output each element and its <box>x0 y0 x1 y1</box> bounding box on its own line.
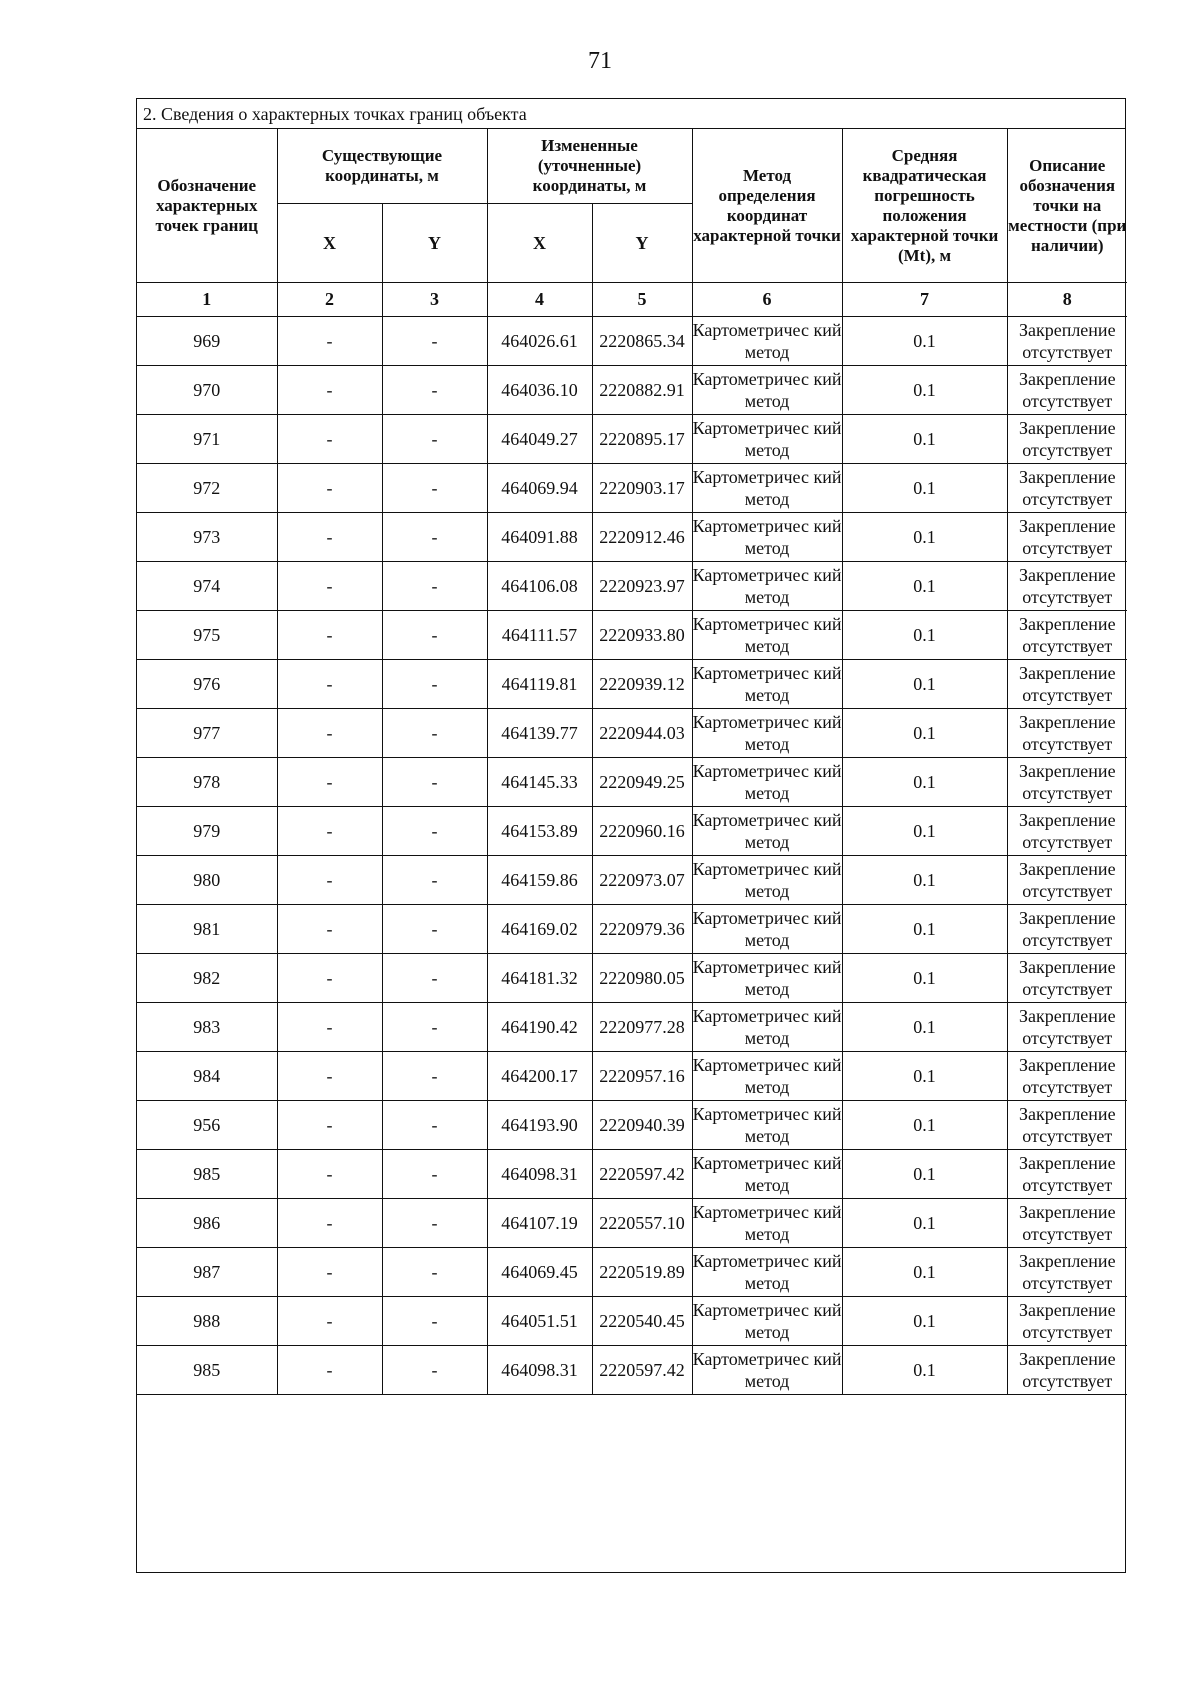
description-cell: Закрепление отсутствует <box>1007 1199 1127 1248</box>
changed-y-cell: 2220977.28 <box>592 1003 692 1052</box>
existing-y-cell: - <box>382 464 487 513</box>
table-row <box>137 807 1127 856</box>
point-id-cell: 978 <box>137 758 277 807</box>
point-id-cell: 975 <box>137 611 277 660</box>
existing-x-cell: - <box>277 415 382 464</box>
mean-error-cell: 0.1 <box>842 415 1007 464</box>
changed-y-cell: 2220957.16 <box>592 1052 692 1101</box>
method-cell: Картометричес кий метод <box>692 1346 842 1395</box>
changed-x-cell: 464153.89 <box>487 807 592 856</box>
description-cell: Закрепление отсутствует <box>1007 660 1127 709</box>
method-cell: Картометричес кий метод <box>692 464 842 513</box>
mean-error-cell: 0.1 <box>842 464 1007 513</box>
description-cell: Закрепление отсутствует <box>1007 856 1127 905</box>
description-cell: Закрепление отсутствует <box>1007 366 1127 415</box>
existing-y-cell: - <box>382 1150 487 1199</box>
mean-error-cell: 0.1 <box>842 1199 1007 1248</box>
method-cell: Картометричес кий метод <box>692 1199 842 1248</box>
changed-x-cell: 464159.86 <box>487 856 592 905</box>
method-cell: Картометричес кий метод <box>692 611 842 660</box>
method-cell: Картометричес кий метод <box>692 1101 842 1150</box>
mean-error-cell: 0.1 <box>842 758 1007 807</box>
table-row <box>137 611 1127 660</box>
point-id-cell: 985 <box>137 1346 277 1395</box>
changed-x-cell: 464051.51 <box>487 1297 592 1346</box>
table-row <box>137 1297 1127 1346</box>
table-row <box>137 366 1127 415</box>
header-existing-x: X <box>277 204 382 283</box>
header-changed-coordinates: Измененные (уточненные) координаты, м <box>487 129 692 204</box>
description-cell: Закрепление отсутствует <box>1007 1003 1127 1052</box>
description-cell: Закрепление отсутствует <box>1007 611 1127 660</box>
changed-x-cell: 464193.90 <box>487 1101 592 1150</box>
existing-y-cell: - <box>382 856 487 905</box>
mean-error-cell: 0.1 <box>842 807 1007 856</box>
changed-x-cell: 464111.57 <box>487 611 592 660</box>
header-method: Метод определения координат характерной точки <box>692 129 842 283</box>
changed-x-cell: 464098.31 <box>487 1150 592 1199</box>
mean-error-cell: 0.1 <box>842 366 1007 415</box>
description-cell: Закрепление отсутствует <box>1007 317 1127 366</box>
method-cell: Картометричес кий метод <box>692 807 842 856</box>
table-row <box>137 758 1127 807</box>
header-point-designation: Обозначение характерных точек границ <box>137 129 277 283</box>
existing-x-cell: - <box>277 464 382 513</box>
existing-x-cell: - <box>277 1297 382 1346</box>
method-cell: Картометричес кий метод <box>692 1003 842 1052</box>
header-changed-y: Y <box>592 204 692 283</box>
existing-x-cell: - <box>277 366 382 415</box>
changed-y-cell: 2220912.46 <box>592 513 692 562</box>
table-row <box>137 1199 1127 1248</box>
point-id-cell: 979 <box>137 807 277 856</box>
column-number: 6 <box>692 283 842 317</box>
existing-x-cell: - <box>277 1003 382 1052</box>
method-cell: Картометричес кий метод <box>692 366 842 415</box>
description-cell: Закрепление отсутствует <box>1007 954 1127 1003</box>
table-row <box>137 1346 1127 1395</box>
column-number: 8 <box>1007 283 1127 317</box>
existing-y-cell: - <box>382 905 487 954</box>
existing-y-cell: - <box>382 611 487 660</box>
header-changed-x: X <box>487 204 592 283</box>
existing-y-cell: - <box>382 954 487 1003</box>
point-id-cell: 981 <box>137 905 277 954</box>
description-cell: Закрепление отсутствует <box>1007 1346 1127 1395</box>
changed-y-cell: 2220949.25 <box>592 758 692 807</box>
description-cell: Закрепление отсутствует <box>1007 1248 1127 1297</box>
changed-y-cell: 2220557.10 <box>592 1199 692 1248</box>
existing-y-cell: - <box>382 513 487 562</box>
point-id-cell: 986 <box>137 1199 277 1248</box>
table-row <box>137 1248 1127 1297</box>
point-id-cell: 977 <box>137 709 277 758</box>
boundary-points-table <box>137 129 1127 1395</box>
mean-error-cell: 0.1 <box>842 660 1007 709</box>
method-cell: Картометричес кий метод <box>692 1150 842 1199</box>
changed-x-cell: 464190.42 <box>487 1003 592 1052</box>
existing-x-cell: - <box>277 1248 382 1297</box>
changed-x-cell: 464107.19 <box>487 1199 592 1248</box>
column-number: 7 <box>842 283 1007 317</box>
mean-error-cell: 0.1 <box>842 954 1007 1003</box>
method-cell: Картометричес кий метод <box>692 660 842 709</box>
point-id-cell: 983 <box>137 1003 277 1052</box>
column-number: 2 <box>277 283 382 317</box>
table-row <box>137 954 1127 1003</box>
column-number: 1 <box>137 283 277 317</box>
point-id-cell: 974 <box>137 562 277 611</box>
existing-y-cell: - <box>382 1199 487 1248</box>
existing-x-cell: - <box>277 856 382 905</box>
changed-y-cell: 2220597.42 <box>592 1150 692 1199</box>
mean-error-cell: 0.1 <box>842 513 1007 562</box>
mean-error-cell: 0.1 <box>842 905 1007 954</box>
changed-x-cell: 464169.02 <box>487 905 592 954</box>
changed-y-cell: 2220597.42 <box>592 1346 692 1395</box>
changed-y-cell: 2220980.05 <box>592 954 692 1003</box>
description-cell: Закрепление отсутствует <box>1007 562 1127 611</box>
existing-x-cell: - <box>277 807 382 856</box>
method-cell: Картометричес кий метод <box>692 1248 842 1297</box>
existing-x-cell: - <box>277 905 382 954</box>
changed-y-cell: 2220865.34 <box>592 317 692 366</box>
column-number: 5 <box>592 283 692 317</box>
description-cell: Закрепление отсутствует <box>1007 464 1127 513</box>
existing-y-cell: - <box>382 1101 487 1150</box>
changed-x-cell: 464036.10 <box>487 366 592 415</box>
mean-error-cell: 0.1 <box>842 1150 1007 1199</box>
point-id-cell: 969 <box>137 317 277 366</box>
changed-y-cell: 2220933.80 <box>592 611 692 660</box>
existing-y-cell: - <box>382 1297 487 1346</box>
table-row <box>137 709 1127 758</box>
changed-y-cell: 2220519.89 <box>592 1248 692 1297</box>
changed-y-cell: 2220882.91 <box>592 366 692 415</box>
method-cell: Картометричес кий метод <box>692 317 842 366</box>
table-row <box>137 562 1127 611</box>
description-cell: Закрепление отсутствует <box>1007 758 1127 807</box>
method-cell: Картометричес кий метод <box>692 513 842 562</box>
table-row <box>137 1003 1127 1052</box>
method-cell: Картометричес кий метод <box>692 1297 842 1346</box>
existing-y-cell: - <box>382 807 487 856</box>
description-cell: Закрепление отсутствует <box>1007 905 1127 954</box>
section-title: 2. Сведения о характерных точках границ объекта <box>137 99 1125 129</box>
mean-error-cell: 0.1 <box>842 562 1007 611</box>
point-id-cell: 987 <box>137 1248 277 1297</box>
existing-x-cell: - <box>277 1101 382 1150</box>
changed-x-cell: 464145.33 <box>487 758 592 807</box>
description-cell: Закрепление отсутствует <box>1007 1101 1127 1150</box>
mean-error-cell: 0.1 <box>842 1297 1007 1346</box>
changed-x-cell: 464069.45 <box>487 1248 592 1297</box>
table-row <box>137 856 1127 905</box>
method-cell: Картометричес кий метод <box>692 954 842 1003</box>
existing-x-cell: - <box>277 954 382 1003</box>
method-cell: Картометричес кий метод <box>692 562 842 611</box>
point-id-cell: 973 <box>137 513 277 562</box>
existing-x-cell: - <box>277 1052 382 1101</box>
point-id-cell: 956 <box>137 1101 277 1150</box>
point-id-cell: 971 <box>137 415 277 464</box>
changed-x-cell: 464049.27 <box>487 415 592 464</box>
point-id-cell: 970 <box>137 366 277 415</box>
existing-x-cell: - <box>277 1199 382 1248</box>
existing-y-cell: - <box>382 758 487 807</box>
existing-x-cell: - <box>277 562 382 611</box>
column-number: 3 <box>382 283 487 317</box>
table-row <box>137 317 1127 366</box>
changed-y-cell: 2220973.07 <box>592 856 692 905</box>
changed-y-cell: 2220939.12 <box>592 660 692 709</box>
existing-y-cell: - <box>382 1248 487 1297</box>
changed-x-cell: 464091.88 <box>487 513 592 562</box>
existing-y-cell: - <box>382 660 487 709</box>
changed-y-cell: 2220903.17 <box>592 464 692 513</box>
mean-error-cell: 0.1 <box>842 709 1007 758</box>
description-cell: Закрепление отсутствует <box>1007 1052 1127 1101</box>
description-cell: Закрепление отсутствует <box>1007 709 1127 758</box>
changed-y-cell: 2220979.36 <box>592 905 692 954</box>
point-id-cell: 976 <box>137 660 277 709</box>
method-cell: Картометричес кий метод <box>692 1052 842 1101</box>
description-cell: Закрепление отсутствует <box>1007 807 1127 856</box>
changed-x-cell: 464200.17 <box>487 1052 592 1101</box>
changed-x-cell: 464181.32 <box>487 954 592 1003</box>
method-cell: Картометричес кий метод <box>692 415 842 464</box>
mean-error-cell: 0.1 <box>842 1248 1007 1297</box>
changed-x-cell: 464026.61 <box>487 317 592 366</box>
existing-x-cell: - <box>277 709 382 758</box>
existing-x-cell: - <box>277 660 382 709</box>
existing-x-cell: - <box>277 1346 382 1395</box>
mean-error-cell: 0.1 <box>842 1346 1007 1395</box>
point-id-cell: 980 <box>137 856 277 905</box>
method-cell: Картометричес кий метод <box>692 709 842 758</box>
existing-x-cell: - <box>277 317 382 366</box>
method-cell: Картометричес кий метод <box>692 856 842 905</box>
header-mean-error: Средняя квадратическая погрешность положения характерной точки (Mt), м <box>842 129 1007 283</box>
mean-error-cell: 0.1 <box>842 1101 1007 1150</box>
existing-x-cell: - <box>277 611 382 660</box>
description-cell: Закрепление отсутствует <box>1007 1150 1127 1199</box>
mean-error-cell: 0.1 <box>842 1052 1007 1101</box>
changed-x-cell: 464069.94 <box>487 464 592 513</box>
header-existing-y: Y <box>382 204 487 283</box>
changed-x-cell: 464098.31 <box>487 1346 592 1395</box>
document-frame <box>136 98 1126 1573</box>
existing-x-cell: - <box>277 758 382 807</box>
existing-y-cell: - <box>382 415 487 464</box>
changed-y-cell: 2220923.97 <box>592 562 692 611</box>
table-row <box>137 905 1127 954</box>
page-number: 71 <box>588 48 612 74</box>
header-existing-coordinates: Существующие координаты, м <box>277 129 487 204</box>
changed-x-cell: 464119.81 <box>487 660 592 709</box>
mean-error-cell: 0.1 <box>842 611 1007 660</box>
point-id-cell: 988 <box>137 1297 277 1346</box>
existing-y-cell: - <box>382 709 487 758</box>
table-row <box>137 660 1127 709</box>
existing-y-cell: - <box>382 317 487 366</box>
existing-y-cell: - <box>382 1346 487 1395</box>
table-row <box>137 415 1127 464</box>
existing-y-cell: - <box>382 562 487 611</box>
description-cell: Закрепление отсутствует <box>1007 415 1127 464</box>
description-cell: Закрепление отсутствует <box>1007 1297 1127 1346</box>
mean-error-cell: 0.1 <box>842 317 1007 366</box>
changed-y-cell: 2220895.17 <box>592 415 692 464</box>
existing-y-cell: - <box>382 1052 487 1101</box>
table-row <box>137 513 1127 562</box>
existing-y-cell: - <box>382 366 487 415</box>
method-cell: Картометричес кий метод <box>692 905 842 954</box>
changed-x-cell: 464106.08 <box>487 562 592 611</box>
column-number: 4 <box>487 283 592 317</box>
existing-y-cell: - <box>382 1003 487 1052</box>
changed-x-cell: 464139.77 <box>487 709 592 758</box>
existing-x-cell: - <box>277 1150 382 1199</box>
point-id-cell: 985 <box>137 1150 277 1199</box>
changed-y-cell: 2220944.03 <box>592 709 692 758</box>
header-description: Описание обозначения точки на местности (при наличии) <box>1007 129 1127 283</box>
existing-x-cell: - <box>277 513 382 562</box>
table-row <box>137 1052 1127 1101</box>
table-row <box>137 1101 1127 1150</box>
changed-y-cell: 2220540.45 <box>592 1297 692 1346</box>
point-id-cell: 982 <box>137 954 277 1003</box>
description-cell: Закрепление отсутствует <box>1007 513 1127 562</box>
changed-y-cell: 2220960.16 <box>592 807 692 856</box>
column-numbers-row <box>137 283 1127 317</box>
method-cell: Картометричес кий метод <box>692 758 842 807</box>
changed-y-cell: 2220940.39 <box>592 1101 692 1150</box>
mean-error-cell: 0.1 <box>842 856 1007 905</box>
point-id-cell: 972 <box>137 464 277 513</box>
table-row <box>137 464 1127 513</box>
point-id-cell: 984 <box>137 1052 277 1101</box>
mean-error-cell: 0.1 <box>842 1003 1007 1052</box>
table-row <box>137 1150 1127 1199</box>
